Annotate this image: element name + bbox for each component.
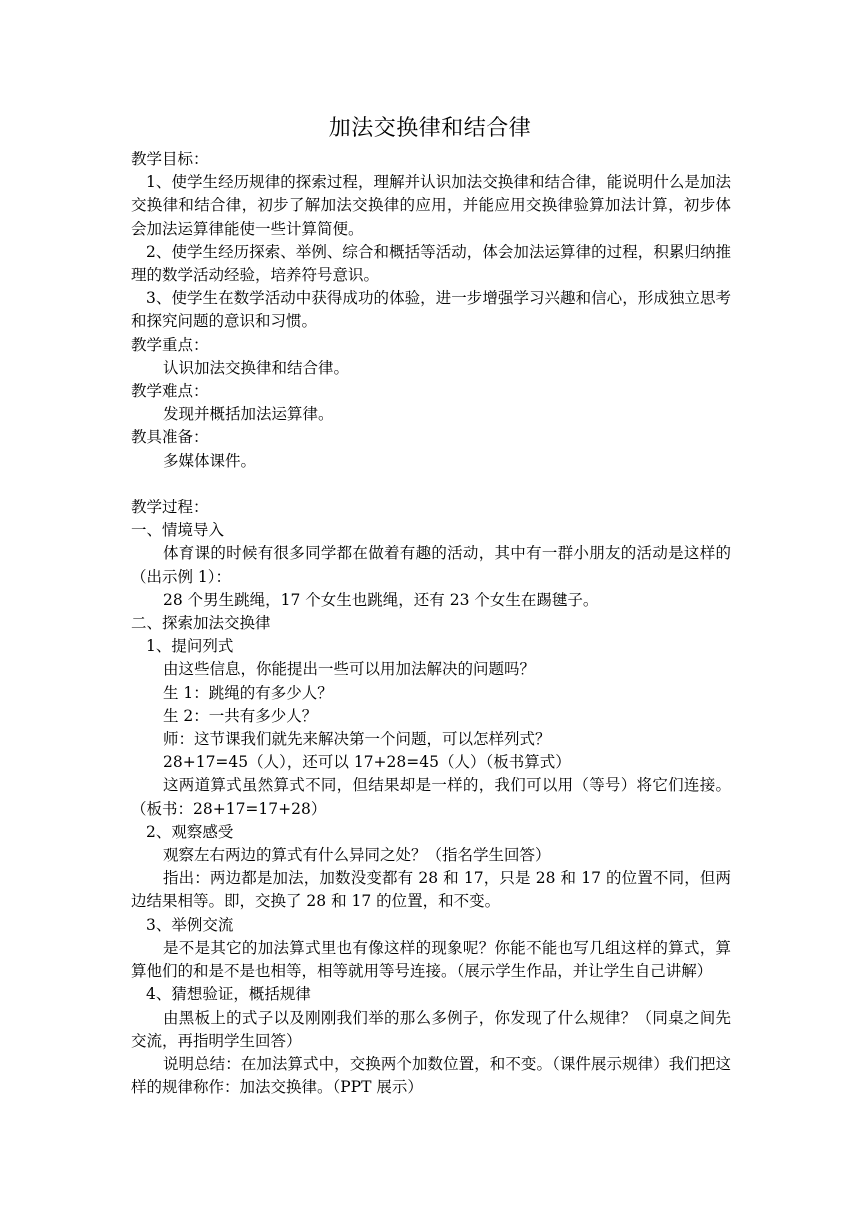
section-heading: 二、探索加法交换律 <box>131 614 271 633</box>
paragraph: 3、举例交流 <box>146 915 234 934</box>
paragraph: 多媒体课件。 <box>163 451 257 470</box>
section-heading: 教具准备： <box>131 428 209 447</box>
paragraph: 2、观察感受 <box>146 822 234 841</box>
paragraph: 由这些信息，你能提出一些可以用加法解决的问题吗？ <box>163 660 536 679</box>
paragraph: 1、使学生经历规律的探索过程，理解并认识加法交换律和结合律，能说明什么是加法交换律和结合律，初步了解加法交换律的应用，并能应用交换律验算加法计算，初步体会加法运算律能使一些计算简便。 <box>131 173 731 238</box>
paragraph: 28+17=45（人），还可以 17+28=45（人）（板书算式） <box>163 753 571 772</box>
paragraph: 是不是其它的加法算式里也有像这样的现象呢？你能不能也写几组这样的算式，算算他们的和是不是也相等，相等就用等号连接。（展示学生作品，并让学生自己讲解） <box>131 938 731 981</box>
paragraph: 观察左右两边的算式有什么异同之处？（指名学生回答） <box>163 846 551 865</box>
section-heading: 教学重点： <box>131 335 209 354</box>
section-heading: 教学目标： <box>131 150 209 168</box>
paragraph: 认识加法交换律和结合律。 <box>163 358 350 377</box>
paragraph: 由黑板上的式子以及刚刚我们举的那么多例子，你发现了什么规律？（同桌之间先交流，再指明学生回答） <box>131 1008 731 1050</box>
paragraph: 28 个男生跳绳，17 个女生也跳绳，还有 23 个女生在踢毽子。 <box>163 590 599 609</box>
paragraph: 指出：两边都是加法，加数没变都有 28 和 17，只是 28 和 17 的位置不同，但两边结果相等。即，交换了 28 和 17 的位置，和不变。 <box>131 869 731 911</box>
paragraph: 4、猜想验证，概括规律 <box>146 985 311 1004</box>
blank-line <box>131 473 731 496</box>
section-heading: 教学过程： <box>131 498 209 517</box>
paragraph: 3、使学生在数学活动中获得成功的体验，进一步增强学习兴趣和信心，形成独立思考和探究问题的意识和习惯。 <box>131 289 731 331</box>
section-heading: 教学难点： <box>131 382 209 401</box>
paragraph: 生 2：一共有多少人？ <box>163 706 318 725</box>
paragraph: 1、提问列式 <box>146 637 234 656</box>
paragraph: 发现并概括加法运算律。 <box>163 405 334 424</box>
document-title: 加法交换律和结合律 <box>328 116 532 141</box>
paragraph: 体育课的时候有很多同学都在做着有趣的活动，其中有一群小朋友的活动是这样的（出示例 1）： <box>131 544 731 586</box>
paragraph: 说明总结：在加法算式中，交换两个加数位置，和不变。（课件展示规律）我们把这样的规律称作：加法交换律。（PPT 展示） <box>131 1054 731 1097</box>
paragraph: 师：这节课我们就先来解决第一个问题，可以怎样列式？ <box>163 730 551 749</box>
paragraph: 生 1：跳绳的有多少人？ <box>163 683 333 702</box>
document-body <box>131 148 731 1099</box>
paragraph: 这两道算式虽然算式不同，但结果却是一样的，我们可以用（等号）将它们连接。（板书：28+17=17+28） <box>131 776 731 818</box>
section-heading: 一、情境导入 <box>131 521 225 540</box>
paragraph: 2、使学生经历探索、举例、综合和概括等活动，体会加法运算律的过程，积累归纳推理的数学活动经验，培养符号意识。 <box>131 242 731 285</box>
